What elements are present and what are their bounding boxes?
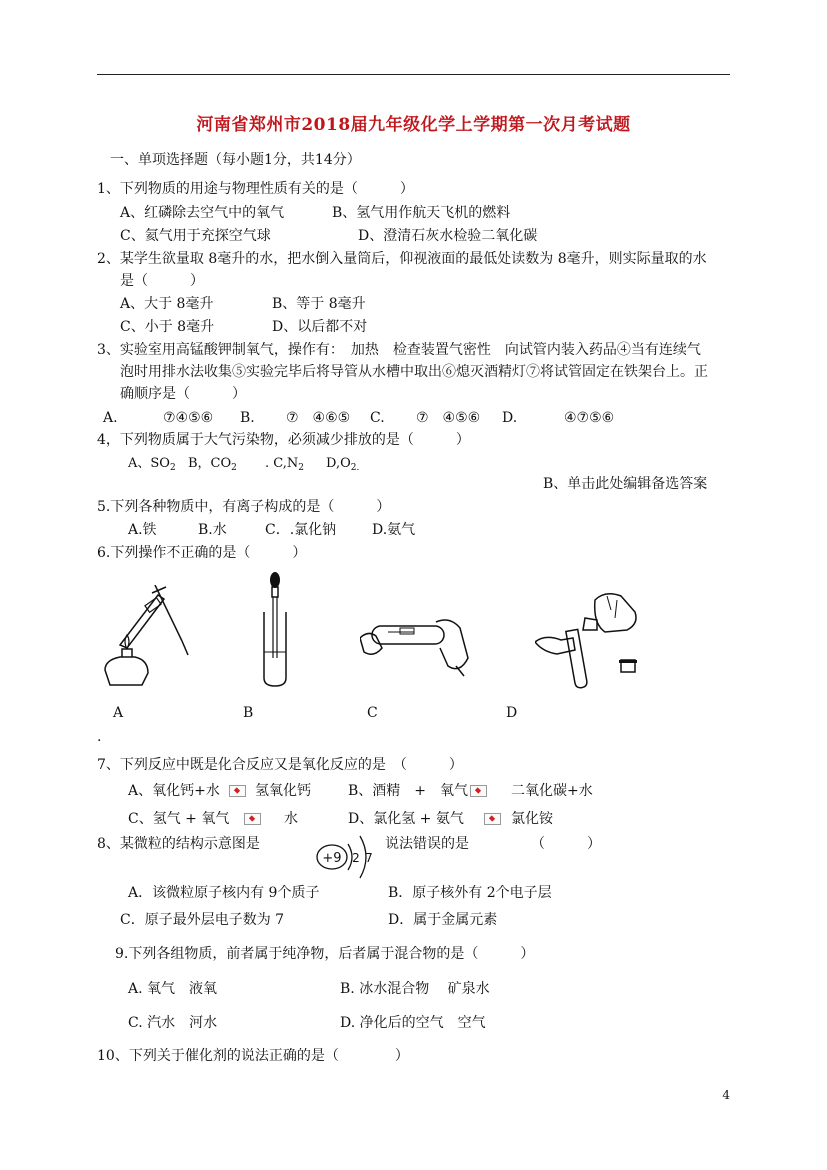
q8-stem: 8、某微粒的结构示意图是 bbox=[97, 836, 260, 852]
q8-option-b: B．原子核外有 2个电子层 bbox=[388, 885, 552, 901]
q7-option-b-product: 二氧化碳+水 bbox=[511, 783, 593, 799]
q2-option-b: B、等于 8毫升 bbox=[272, 296, 366, 312]
q3-option-a: A. bbox=[103, 410, 118, 426]
q5-option-d: D.氨气 bbox=[372, 522, 416, 538]
atom-nucleus-label: +9 bbox=[322, 851, 342, 866]
figure-d-pouring-reagent bbox=[535, 590, 645, 690]
q9-option-d: D. 净化后的空气 空气 bbox=[340, 1015, 486, 1031]
q10-stem: 10、下列关于催化剂的说法正确的是（ ） bbox=[97, 1048, 409, 1064]
q4-option-a: A、$SO_2$ bbox=[128, 456, 176, 473]
q3-option-d: D. bbox=[502, 410, 518, 426]
q1-option-d: D、澄清石灰水检验二氧化碳 bbox=[358, 228, 538, 244]
q1-option-c: C、氦气用于充探空气球 bbox=[120, 228, 271, 244]
q5-option-b: B.水 bbox=[198, 522, 227, 538]
q4-stem: 4，下列物质属于大气污染物，必须减少排放的是（ ） bbox=[97, 432, 470, 448]
q4-option-d: $D,O_{2.}$ bbox=[326, 456, 360, 473]
q3-line3: 确顺序是（ ） bbox=[120, 386, 246, 402]
reaction-arrow-icon bbox=[229, 785, 246, 797]
q2-stem: 2、某学生欲量取 8毫升的水，把水倒入量筒后，仰视液面的最低处读数为 8毫升，则实际量取的水 bbox=[97, 251, 707, 267]
q2-option-d: D、以后都不对 bbox=[272, 319, 368, 335]
q7-option-a-reactants: A、氧化钙+水 bbox=[128, 783, 220, 799]
q8-stem-cont: 说法错误的是 bbox=[385, 836, 469, 852]
q7-option-a-product: 氢氧化钙 bbox=[255, 783, 311, 799]
atom-shell1-label: 2 bbox=[352, 851, 360, 865]
figure-d-label: D bbox=[506, 705, 518, 721]
q3-line2: 泡时用排水法收集⑤实验完毕后将导管从水槽中取出⑥熄灭酒精灯⑦将试管固定在铁架台上。正 bbox=[120, 364, 708, 380]
q3-option-b: B. bbox=[240, 410, 255, 426]
q5-option-a: A.铁 bbox=[128, 522, 157, 538]
q7-stem: 7、下列反应中既是化合反应又是氧化反应的是 （ ） bbox=[97, 757, 463, 773]
q3-option-d-value: ④⑦⑤⑥ bbox=[564, 410, 615, 426]
q7-option-d-product: 氯化铵 bbox=[511, 811, 553, 827]
q5-stem: 5.下列各种物质中，有离子构成的是（ ） bbox=[97, 499, 391, 515]
q7-option-c-product: 水 bbox=[284, 811, 298, 827]
q2-option-c: C、小于 8毫升 bbox=[120, 319, 215, 335]
q9-stem: 9.下列各组物质，前者属于纯净物，后者属于混合物的是（ ） bbox=[115, 946, 535, 962]
q4-answer-placeholder[interactable]: B、单击此处编辑备选答案 bbox=[543, 476, 708, 492]
q7-option-d-reactants: D、氯化氢 + 氨气 bbox=[348, 811, 464, 827]
stray-dot: . bbox=[97, 729, 102, 745]
q2-stem-cont: 是（ ） bbox=[120, 273, 204, 289]
reaction-arrow-icon bbox=[470, 785, 487, 797]
q3-option-a-value: ⑦④⑤⑥ bbox=[163, 410, 214, 426]
figure-a-heating-tube bbox=[100, 585, 190, 695]
atom-structure-diagram bbox=[308, 832, 388, 882]
q1-option-a: A、红磷除去空气中的氧气 bbox=[120, 205, 285, 221]
atom-shell2-label: 7 bbox=[365, 851, 373, 865]
figure-c-label: C bbox=[367, 705, 378, 721]
q4-option-c: . $C,N_2$ bbox=[265, 456, 304, 473]
q9-option-c: C. 汽水 河水 bbox=[128, 1015, 218, 1031]
q8-paren: （ ） bbox=[531, 836, 601, 852]
q8-option-a: A．该微粒原子核内有 9个质子 bbox=[128, 885, 320, 901]
q9-option-b: B. 冰水混合物 矿泉水 bbox=[340, 981, 490, 997]
figure-b-dropper bbox=[255, 570, 295, 690]
figure-a-label: A bbox=[113, 705, 124, 721]
q3-option-c: C. bbox=[370, 410, 385, 426]
figure-b-label: B bbox=[243, 705, 254, 721]
page-title: 河南省郑州市2018届九年级化学上学期第一次月考试题 bbox=[196, 115, 631, 135]
q3-option-c-value: ⑦ ④⑤⑥ bbox=[416, 410, 481, 426]
header-rule bbox=[97, 74, 730, 75]
q7-option-b-reactants: B、酒精 + 氧气 bbox=[348, 783, 469, 799]
section-heading: 一、单项选择题（每小题1分，共14分） bbox=[110, 152, 361, 168]
q1-option-b: B、氢气用作航天飞机的燃料 bbox=[332, 205, 511, 221]
q3-line1: 3、实验室用高锰酸钾制氧气，操作有： 加热 检查装置气密性 向试管内装入药品④当有连续气 bbox=[97, 342, 701, 358]
figure-c-horizontal-tube bbox=[360, 608, 470, 678]
q5-option-c: C．.氯化钠 bbox=[265, 522, 337, 538]
q4-option-b: B，$CO_2$ bbox=[188, 456, 237, 473]
reaction-arrow-icon bbox=[244, 813, 261, 825]
q8-option-c: C．原子最外层电子数为 7 bbox=[120, 912, 285, 928]
q3-option-b-value: ⑦ ④⑥⑤ bbox=[286, 410, 351, 426]
q1-stem: 1、下列物质的用途与物理性质有关的是（ ） bbox=[97, 181, 414, 197]
q7-option-c-reactants: C、氢气 + 氧气 bbox=[128, 811, 230, 827]
q2-option-a: A、大于 8毫升 bbox=[120, 296, 214, 312]
q6-stem: 6.下列操作不正确的是（ ） bbox=[97, 545, 307, 561]
reaction-arrow-icon bbox=[484, 813, 501, 825]
q9-option-a: A. 氧气 液氧 bbox=[128, 981, 218, 997]
page-number: 4 bbox=[722, 1088, 730, 1102]
q8-option-d: D．属于金属元素 bbox=[388, 912, 498, 928]
